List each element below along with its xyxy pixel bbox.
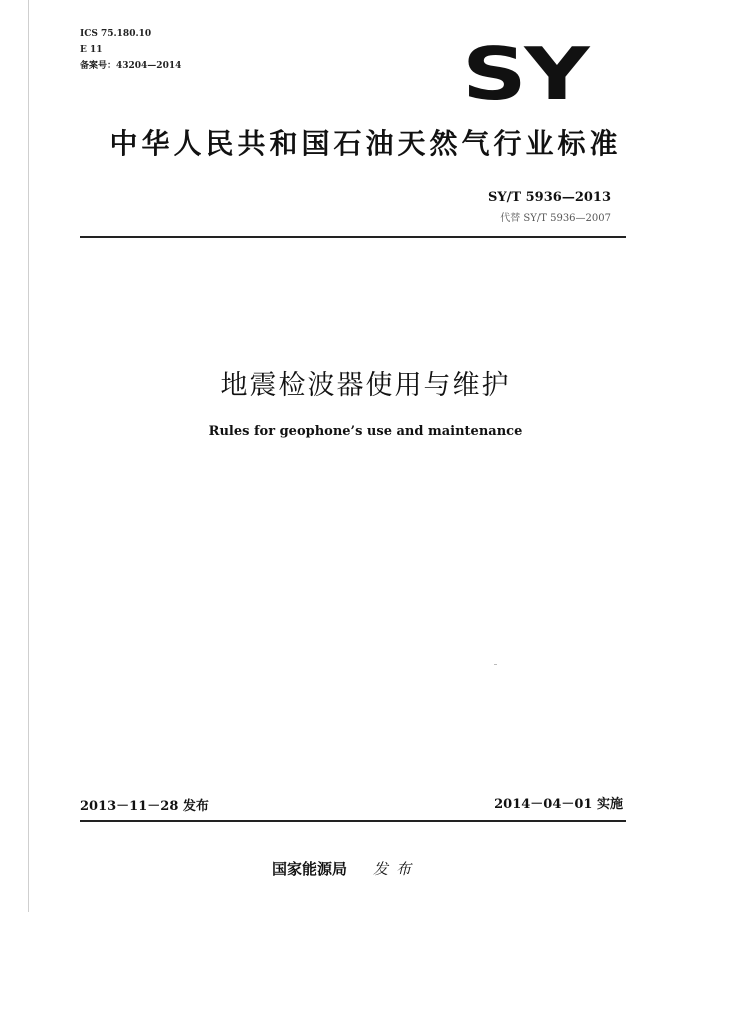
publisher-name: 国家能源局 — [272, 860, 348, 878]
category-code: E 11 — [80, 45, 103, 55]
ics-code: ICS 75.180.10 — [80, 29, 152, 39]
publisher-action: 发布 — [373, 860, 420, 878]
effective-date: 2014－04－01 实施 — [494, 797, 623, 812]
issue-date: 2013－11－28 发布 — [80, 799, 209, 814]
standard-code: SY/T 5936—2013 — [488, 190, 611, 205]
standard-series-title: 中华人民共和国石油天然气行业标准 — [109, 127, 622, 160]
publisher-line — [272, 858, 419, 879]
bottom-divider — [80, 820, 626, 822]
replaces-note: 代替 SY/T 5936—2007 — [500, 213, 611, 224]
scan-speck — [494, 664, 497, 665]
standard-code-block — [488, 190, 611, 224]
document-title-en: Rules for geophone’s use and maintenance — [208, 424, 523, 439]
classification-block — [80, 26, 181, 74]
sy-logo: SY — [462, 32, 587, 116]
top-divider — [80, 236, 626, 238]
filing-number: 备案号：43204—2014 — [80, 61, 182, 71]
document-title-cn: 地震检波器使用与维护 — [220, 370, 511, 401]
